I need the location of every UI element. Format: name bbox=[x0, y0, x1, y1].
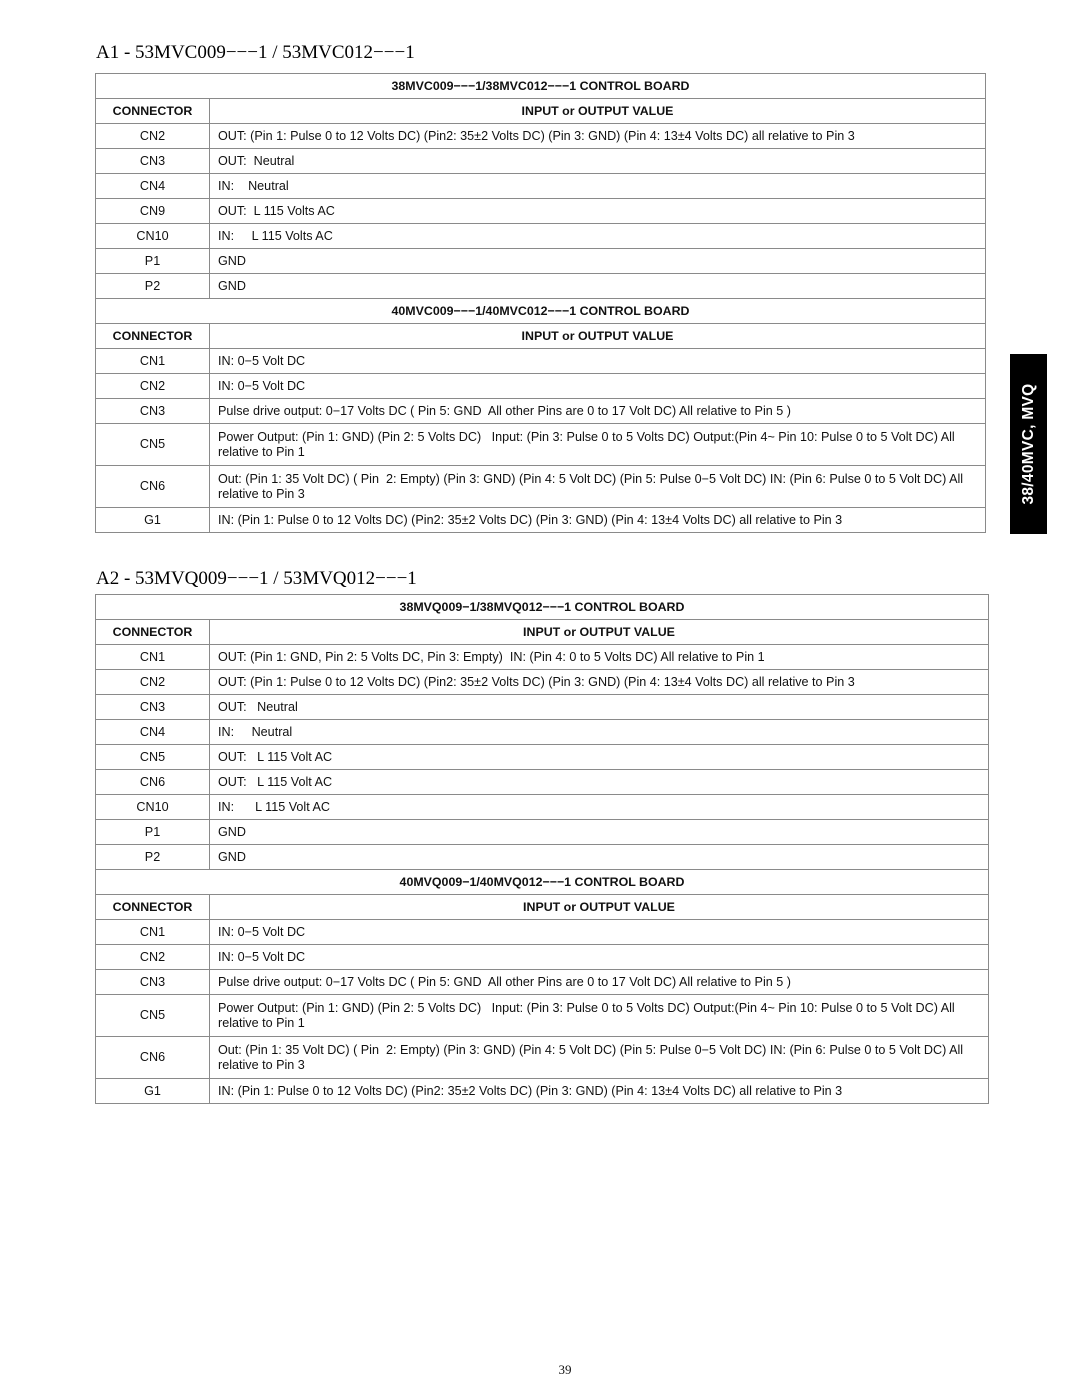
table-row bbox=[96, 670, 989, 695]
column-header-connector: CONNECTOR bbox=[96, 99, 210, 124]
section-title-a2: A2 - 53MVQ009−−−1 / 53MVQ012−−−1 bbox=[96, 568, 417, 589]
table-row bbox=[96, 970, 989, 995]
value-cell: IN: (Pin 1: Pulse 0 to 12 Volts DC) (Pin2: 35±2 Volts DC) (Pin 3: GND) (Pin 4: 13±4 Volts DC) all relative to Pin 3 bbox=[210, 1079, 989, 1104]
connector-cell: CN10 bbox=[96, 224, 210, 249]
connector-cell: CN3 bbox=[96, 970, 210, 995]
value-cell: OUT: L 115 Volt AC bbox=[210, 770, 989, 795]
value-cell: Power Output: (Pin 1: GND) (Pin 2: 5 Volts DC) Input: (Pin 3: Pulse 0 to 5 Volts DC) Output:(Pin 4~ Pin 10: Pulse 0 to 5 Volt DC) All relative to Pin 1 bbox=[210, 424, 986, 466]
board-title-row bbox=[96, 299, 986, 324]
connector-cell: CN2 bbox=[96, 670, 210, 695]
value-cell: Pulse drive output: 0−17 Volts DC ( Pin 5: GND All other Pins are 0 to 17 Volt DC) All relative to Pin 5 ) bbox=[210, 970, 989, 995]
value-cell: OUT: L 115 Volt AC bbox=[210, 745, 989, 770]
side-tab-label: 38/40MVC, MVQ bbox=[1019, 383, 1037, 505]
connector-cell: CN1 bbox=[96, 645, 210, 670]
connector-cell: CN2 bbox=[96, 374, 210, 399]
column-header-connector: CONNECTOR bbox=[96, 324, 210, 349]
value-cell: IN: 0−5 Volt DC bbox=[210, 349, 986, 374]
connector-cell: CN6 bbox=[96, 770, 210, 795]
column-header-connector: CONNECTOR bbox=[96, 620, 210, 645]
column-header-value: INPUT or OUTPUT VALUE bbox=[210, 620, 989, 645]
table-row bbox=[96, 770, 989, 795]
value-cell: OUT: Neutral bbox=[210, 149, 986, 174]
value-cell: GND bbox=[210, 845, 989, 870]
connector-cell: CN1 bbox=[96, 349, 210, 374]
table-row bbox=[96, 695, 989, 720]
table-row bbox=[96, 149, 986, 174]
table-row bbox=[96, 224, 986, 249]
board-title: 40MVQ009−1/40MVQ012−−−1 CONTROL BOARD bbox=[96, 870, 989, 895]
value-cell: IN: L 115 Volts AC bbox=[210, 224, 986, 249]
table-row bbox=[96, 720, 989, 745]
connector-cell: CN3 bbox=[96, 399, 210, 424]
table-header-row bbox=[96, 620, 989, 645]
connector-cell: CN3 bbox=[96, 149, 210, 174]
connector-table-a1 bbox=[95, 73, 986, 533]
table-row bbox=[96, 795, 989, 820]
page-number: 39 bbox=[558, 1362, 572, 1377]
board-title: 38MVC009−−−1/38MVC012−−−1 CONTROL BOARD bbox=[96, 74, 986, 99]
value-cell: IN: L 115 Volt AC bbox=[210, 795, 989, 820]
connector-cell: CN6 bbox=[96, 1037, 210, 1079]
connector-cell: CN5 bbox=[96, 995, 210, 1037]
connector-cell: P2 bbox=[96, 274, 210, 299]
table-header-row bbox=[96, 895, 989, 920]
table-header-row bbox=[96, 324, 986, 349]
value-cell: IN: Neutral bbox=[210, 720, 989, 745]
board-title-row bbox=[96, 74, 986, 99]
value-cell: IN: Neutral bbox=[210, 174, 986, 199]
connector-cell: CN6 bbox=[96, 466, 210, 508]
column-header-value: INPUT or OUTPUT VALUE bbox=[210, 99, 986, 124]
table-row bbox=[96, 745, 989, 770]
value-cell: OUT: L 115 Volts AC bbox=[210, 199, 986, 224]
table-row bbox=[96, 820, 989, 845]
column-header-value: INPUT or OUTPUT VALUE bbox=[210, 324, 986, 349]
table-row bbox=[96, 124, 986, 149]
section-title-a1: A1 - 53MVC009−−−1 / 53MVC012−−−1 bbox=[96, 42, 415, 63]
connector-cell: CN2 bbox=[96, 124, 210, 149]
table-row bbox=[96, 920, 989, 945]
connector-table-a2 bbox=[95, 594, 989, 1104]
connector-cell: CN2 bbox=[96, 945, 210, 970]
table-row bbox=[96, 274, 986, 299]
value-cell: GND bbox=[210, 249, 986, 274]
connector-cell: CN4 bbox=[96, 720, 210, 745]
table-row bbox=[96, 249, 986, 274]
table-row bbox=[96, 1079, 989, 1104]
value-cell: Out: (Pin 1: 35 Volt DC) ( Pin 2: Empty) (Pin 3: GND) (Pin 4: 5 Volt DC) (Pin 5: Pulse 0−5 Volt DC) IN: (Pin 6: Pulse 0 to 5 Volt DC) All relative to Pin 3 bbox=[210, 1037, 989, 1079]
value-cell: OUT: (Pin 1: GND, Pin 2: 5 Volts DC, Pin 3: Empty) IN: (Pin 4: 0 to 5 Volts DC) All relative to Pin 1 bbox=[210, 645, 989, 670]
column-header-value: INPUT or OUTPUT VALUE bbox=[210, 895, 989, 920]
connector-cell: CN10 bbox=[96, 795, 210, 820]
table-row bbox=[96, 349, 986, 374]
table-row bbox=[96, 374, 986, 399]
table-row bbox=[96, 995, 989, 1037]
table-header-row bbox=[96, 99, 986, 124]
board-title: 40MVC009−−−1/40MVC012−−−1 CONTROL BOARD bbox=[96, 299, 986, 324]
column-header-connector: CONNECTOR bbox=[96, 895, 210, 920]
table-row bbox=[96, 845, 989, 870]
value-cell: OUT: (Pin 1: Pulse 0 to 12 Volts DC) (Pin2: 35±2 Volts DC) (Pin 3: GND) (Pin 4: 13±4 Volts DC) all relative to Pin 3 bbox=[210, 670, 989, 695]
table-row bbox=[96, 399, 986, 424]
connector-cell: G1 bbox=[96, 508, 210, 533]
value-cell: GND bbox=[210, 820, 989, 845]
table-row bbox=[96, 174, 986, 199]
connector-cell: CN5 bbox=[96, 424, 210, 466]
value-cell: IN: 0−5 Volt DC bbox=[210, 945, 989, 970]
table-row bbox=[96, 199, 986, 224]
connector-cell: G1 bbox=[96, 1079, 210, 1104]
value-cell: Power Output: (Pin 1: GND) (Pin 2: 5 Volts DC) Input: (Pin 3: Pulse 0 to 5 Volts DC) Output:(Pin 4~ Pin 10: Pulse 0 to 5 Volt DC) All relative to Pin 1 bbox=[210, 995, 989, 1037]
table-row bbox=[96, 466, 986, 508]
value-cell: Pulse drive output: 0−17 Volts DC ( Pin 5: GND All other Pins are 0 to 17 Volt DC) All relative to Pin 5 ) bbox=[210, 399, 986, 424]
value-cell: IN: 0−5 Volt DC bbox=[210, 920, 989, 945]
value-cell: Out: (Pin 1: 35 Volt DC) ( Pin 2: Empty) (Pin 3: GND) (Pin 4: 5 Volt DC) (Pin 5: Pulse 0−5 Volt DC) IN: (Pin 6: Pulse 0 to 5 Volt DC) All relative to Pin 3 bbox=[210, 466, 986, 508]
value-cell: IN: (Pin 1: Pulse 0 to 12 Volts DC) (Pin2: 35±2 Volts DC) (Pin 3: GND) (Pin 4: 13±4 Volts DC) all relative to Pin 3 bbox=[210, 508, 986, 533]
table-row bbox=[96, 645, 989, 670]
board-title: 38MVQ009−1/38MVQ012−−−1 CONTROL BOARD bbox=[96, 595, 989, 620]
table-row bbox=[96, 1037, 989, 1079]
value-cell: GND bbox=[210, 274, 986, 299]
side-tab bbox=[1010, 354, 1047, 534]
connector-cell: CN3 bbox=[96, 695, 210, 720]
value-cell: OUT: Neutral bbox=[210, 695, 989, 720]
value-cell: OUT: (Pin 1: Pulse 0 to 12 Volts DC) (Pin2: 35±2 Volts DC) (Pin 3: GND) (Pin 4: 13±4 Volts DC) all relative to Pin 3 bbox=[210, 124, 986, 149]
board-title-row bbox=[96, 595, 989, 620]
value-cell: IN: 0−5 Volt DC bbox=[210, 374, 986, 399]
table-row bbox=[96, 508, 986, 533]
connector-cell: P2 bbox=[96, 845, 210, 870]
connector-cell: P1 bbox=[96, 249, 210, 274]
connector-cell: CN1 bbox=[96, 920, 210, 945]
connector-cell: CN4 bbox=[96, 174, 210, 199]
board-title-row bbox=[96, 870, 989, 895]
connector-cell: CN9 bbox=[96, 199, 210, 224]
table-row bbox=[96, 424, 986, 466]
table-row bbox=[96, 945, 989, 970]
connector-cell: CN5 bbox=[96, 745, 210, 770]
connector-cell: P1 bbox=[96, 820, 210, 845]
